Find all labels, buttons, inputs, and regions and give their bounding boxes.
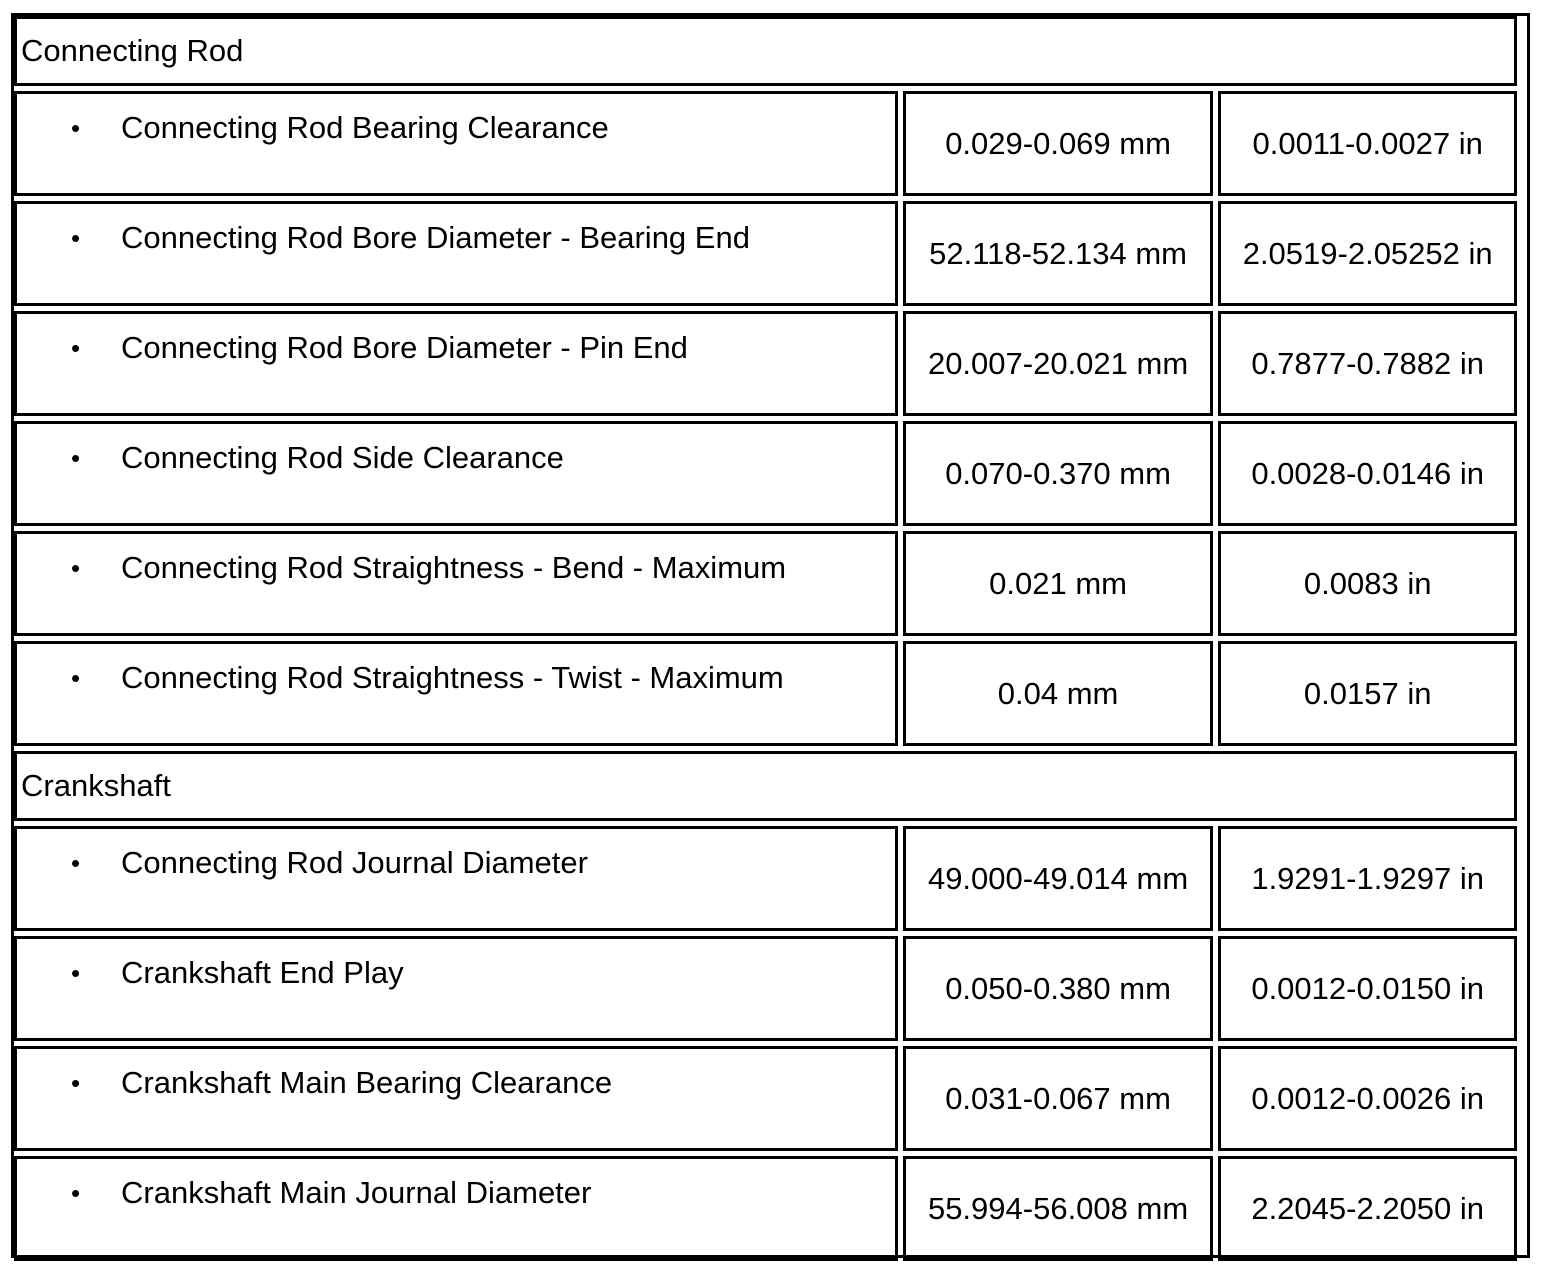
bullet-icon: •	[71, 958, 81, 988]
imperial-value: 0.0157 in	[1218, 641, 1517, 746]
section-row	[14, 751, 1517, 821]
table-row	[14, 936, 1517, 1041]
section-row	[14, 16, 1517, 86]
spec-label-cell	[14, 421, 898, 526]
bullet-icon: •	[71, 1178, 81, 1208]
spec-label: Connecting Rod Straightness - Bend - Maximum	[121, 550, 787, 585]
metric-value: 49.000-49.014 mm	[903, 826, 1214, 931]
bullet-icon: •	[71, 333, 81, 363]
metric-value: 0.050-0.380 mm	[903, 936, 1214, 1041]
metric-value: 0.070-0.370 mm	[903, 421, 1214, 526]
spec-label-cell	[14, 1046, 898, 1151]
spec-label-cell	[14, 641, 898, 746]
spec-label-cell	[14, 531, 898, 636]
table-row	[14, 1046, 1517, 1151]
imperial-value: 0.0028-0.0146 in	[1218, 421, 1517, 526]
metric-value: 55.994-56.008 mm	[903, 1156, 1214, 1261]
spec-label-cell	[14, 201, 898, 306]
table-row	[14, 421, 1517, 526]
metric-value: 0.031-0.067 mm	[903, 1046, 1214, 1151]
spec-label-cell	[14, 91, 898, 196]
table-row	[14, 531, 1517, 636]
imperial-value: 2.0519-2.05252 in	[1218, 201, 1517, 306]
section-title: Connecting Rod	[14, 16, 1517, 86]
spec-label-cell	[14, 311, 898, 416]
spec-label: Connecting Rod Straightness - Twist - Maximum	[121, 660, 784, 695]
bullet-icon: •	[71, 1068, 81, 1098]
metric-value: 0.021 mm	[903, 531, 1214, 636]
spec-label: Connecting Rod Journal Diameter	[121, 845, 588, 880]
metric-value: 52.118-52.134 mm	[903, 201, 1214, 306]
bullet-icon: •	[71, 113, 81, 143]
table-row	[14, 91, 1517, 196]
imperial-value: 0.0012-0.0026 in	[1218, 1046, 1517, 1151]
spec-label: Crankshaft Main Journal Diameter	[121, 1175, 592, 1210]
bullet-icon: •	[71, 848, 81, 878]
spec-label: Connecting Rod Side Clearance	[121, 440, 564, 475]
table-row	[14, 1156, 1517, 1261]
spec-label-cell	[14, 936, 898, 1041]
spec-label-cell	[14, 1156, 898, 1261]
spec-label-cell	[14, 826, 898, 931]
spec-label: Connecting Rod Bore Diameter - Bearing End	[121, 220, 750, 255]
bullet-icon: •	[71, 663, 81, 693]
imperial-value: 0.7877-0.7882 in	[1218, 311, 1517, 416]
specifications-table	[9, 11, 1522, 1266]
imperial-value: 0.0083 in	[1218, 531, 1517, 636]
metric-value: 0.04 mm	[903, 641, 1214, 746]
bullet-icon: •	[71, 443, 81, 473]
imperial-value: 0.0012-0.0150 in	[1218, 936, 1517, 1041]
imperial-value: 0.0011-0.0027 in	[1218, 91, 1517, 196]
table-row	[14, 311, 1517, 416]
table-row	[14, 826, 1517, 931]
imperial-value: 1.9291-1.9297 in	[1218, 826, 1517, 931]
spec-label: Connecting Rod Bore Diameter - Pin End	[121, 330, 688, 365]
table-row	[14, 641, 1517, 746]
metric-value: 20.007-20.021 mm	[903, 311, 1214, 416]
table-row	[14, 201, 1517, 306]
bullet-icon: •	[71, 553, 81, 583]
spec-label: Crankshaft Main Bearing Clearance	[121, 1065, 613, 1100]
metric-value: 0.029-0.069 mm	[903, 91, 1214, 196]
imperial-value: 2.2045-2.2050 in	[1218, 1156, 1517, 1261]
section-title: Crankshaft	[14, 751, 1517, 821]
bullet-icon: •	[71, 223, 81, 253]
spec-label: Connecting Rod Bearing Clearance	[121, 110, 609, 145]
spec-label: Crankshaft End Play	[121, 955, 404, 990]
